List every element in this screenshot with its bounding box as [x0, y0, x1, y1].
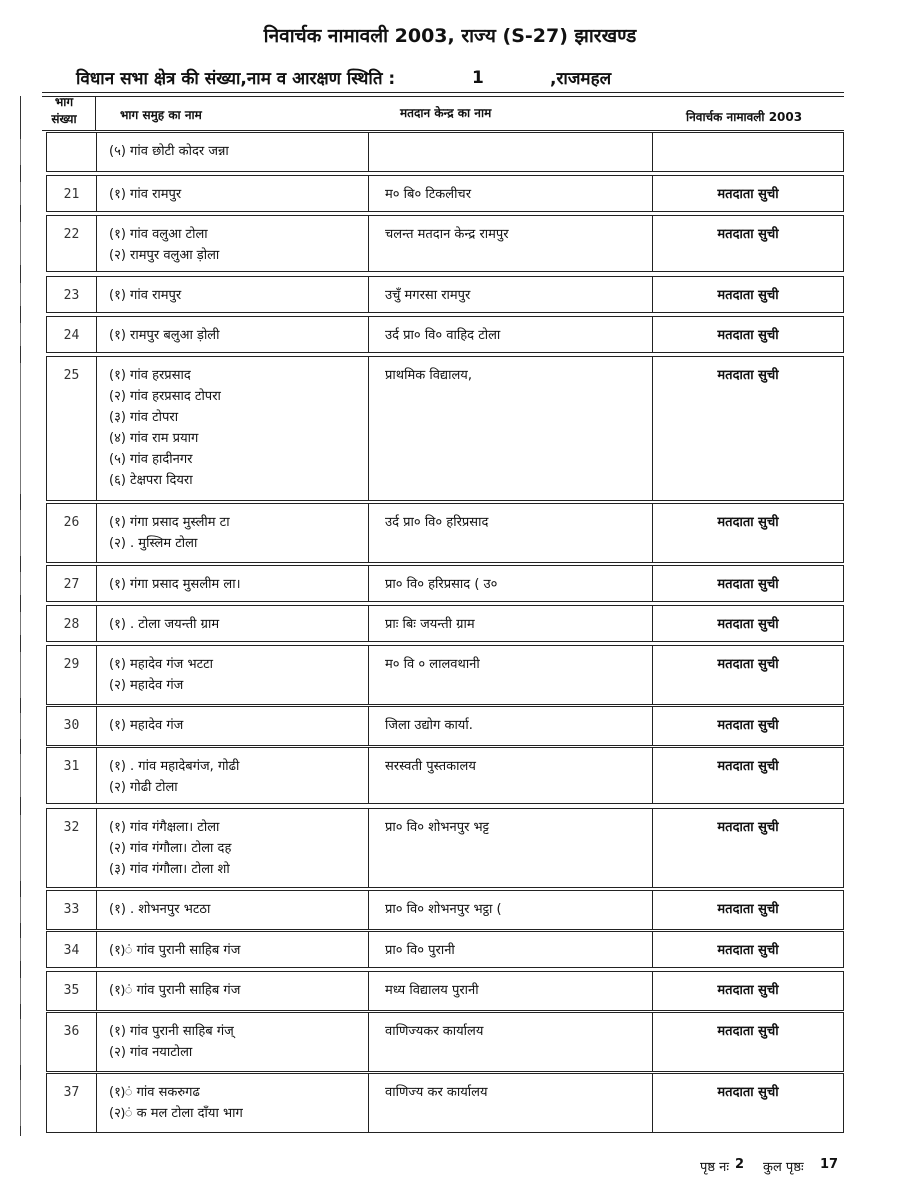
group-name: (१) गांव गंगैक्षला। टोला [109, 820, 220, 835]
page-label: पृष्ठ नः [700, 1160, 730, 1175]
part-number: 22 [46, 216, 96, 271]
polling-center: म० वि ० लालवथानी [368, 646, 652, 704]
voter-list-label: मतदाता सुची [652, 216, 844, 271]
column-header-roll: निवार्चक नामावली 2003 [686, 110, 803, 124]
group-name-cell [96, 646, 368, 704]
polling-center: सरस्वती पुस्तकालय [368, 748, 652, 803]
total-pages-label: कुल पृष्ठः [763, 1160, 804, 1175]
table-row [46, 1073, 844, 1133]
voter-list-label: मतदाता सुची [652, 646, 844, 704]
page-title: निवार्चक नामावली 2003, राज्य (S-27) झारखण्ड [263, 25, 637, 47]
polling-center: प्रा० वि० पुरानी [368, 932, 652, 967]
polling-center: प्रा० वि० हरिप्रसाद ( उ० [368, 566, 652, 601]
header-separator [95, 96, 96, 130]
group-name-cell [96, 277, 368, 312]
group-name: (१) गंगा प्रसाद मुस्लीम टा [109, 515, 230, 530]
part-number: 25 [46, 357, 96, 500]
table-row [46, 890, 844, 930]
part-number: 35 [46, 972, 96, 1010]
polling-center: वाणिज्य कर कार्यालय [368, 1074, 652, 1132]
group-name-cell [96, 891, 368, 929]
voter-list-label: मतदाता सुची [652, 176, 844, 211]
constituency-name: ,राजमहल [550, 69, 612, 89]
constituency-number: 1 [472, 68, 484, 88]
group-name: (२) गांव नयाटोला [109, 1045, 193, 1060]
polling-center: प्रा० वि० शोभनपुर भट्ट [368, 809, 652, 887]
group-name: (६) टेक्षपरा दियरा [109, 473, 193, 488]
part-number: 36 [46, 1013, 96, 1071]
polling-center [368, 133, 652, 171]
table-row [46, 1012, 844, 1072]
group-name: (२) महादेव गंज [109, 678, 184, 693]
polling-center: जिला उद्योग कार्या. [368, 707, 652, 745]
group-name: (३) गांव गंगौला। टोला शो [109, 862, 230, 877]
table-row [46, 175, 844, 212]
table-row [46, 706, 844, 746]
voter-list-label [652, 133, 844, 171]
group-name-cell [96, 932, 368, 967]
part-number: 27 [46, 566, 96, 601]
table-row [46, 132, 844, 172]
polling-center: वाणिज्यकर कार्यालय [368, 1013, 652, 1071]
group-name: (१) गांव हरप्रसाद [109, 368, 191, 383]
part-number: 37 [46, 1074, 96, 1132]
group-name-cell [96, 707, 368, 745]
group-name-cell [96, 176, 368, 211]
group-name-cell [96, 809, 368, 887]
group-name: (२) . मुस्लिम टोला [109, 536, 198, 551]
group-name: (२) गांव गंगौला। टोला दह [109, 841, 232, 856]
header-bottom-rule [42, 130, 844, 131]
group-name: (५) गांव छोटी कोदर जन्ना [109, 144, 229, 159]
group-name: (१) . गांव महादेबगंज, गोढी [109, 759, 240, 774]
group-name-cell [96, 133, 368, 171]
voter-list-label: मतदाता सुची [652, 606, 844, 641]
table-row [46, 747, 844, 804]
voter-list-label: मतदाता सुची [652, 566, 844, 601]
table-row [46, 276, 844, 313]
group-name-cell [96, 748, 368, 803]
group-name: (१) गांव वलुआ टोला [109, 227, 208, 242]
part-number: 23 [46, 277, 96, 312]
voter-list-label: मतदाता सुची [652, 748, 844, 803]
group-name: (२)ं क मल टोला दाँया भाग [109, 1106, 243, 1121]
polling-center: प्राथमिक विद्यालय, [368, 357, 652, 500]
header-top-rule [42, 92, 844, 93]
column-header-group-name: भाग समुह का नाम [120, 108, 202, 122]
voter-list-label: मतदाता सुची [652, 317, 844, 352]
voter-list-label: मतदाता सुची [652, 1074, 844, 1132]
group-name-cell [96, 357, 368, 500]
polling-center: म० बि० टिकलीचर [368, 176, 652, 211]
polling-center: उर्द प्रा० वि० वाहिद टोला [368, 317, 652, 352]
group-name: (१)ं गांव सकरुगढ [109, 1085, 200, 1100]
part-number: 21 [46, 176, 96, 211]
part-number: 30 [46, 707, 96, 745]
table-row [46, 565, 844, 602]
voter-list-label: मतदाता सुची [652, 277, 844, 312]
table-row [46, 971, 844, 1011]
column-header-part-number-line1: भाग [54, 95, 74, 109]
group-name: (२) गोढी टोला [109, 780, 178, 795]
group-name-cell [96, 317, 368, 352]
voter-list-label: मतदाता सुची [652, 707, 844, 745]
part-number: 29 [46, 646, 96, 704]
group-name-cell [96, 566, 368, 601]
polling-center: चलन्त मतदान केन्द्र रामपुर [368, 216, 652, 271]
voter-list-label: मतदाता सुची [652, 504, 844, 562]
table-row [46, 503, 844, 563]
group-name-cell [96, 606, 368, 641]
group-name: (३) गांव टोपरा [109, 410, 179, 425]
group-name-cell [96, 972, 368, 1010]
group-name: (१) . टोला जयन्ती ग्राम [109, 617, 220, 632]
polling-center: प्रा० वि० शोभनपुर भट्ठा ( [368, 891, 652, 929]
group-name: (१) गांव पुरानी साहिब गंज् [109, 1024, 234, 1039]
table-row [46, 645, 844, 705]
group-name: (५) गांव हादीनगर [109, 452, 193, 467]
group-name: (२) गांव हरप्रसाद टोपरा [109, 389, 221, 404]
polling-center: उचुँ मगरसा रामपुर [368, 277, 652, 312]
group-name: (१) गांव रामपुर [109, 187, 182, 202]
part-number [46, 133, 96, 171]
column-header-center-name: मतदान केन्द्र का नाम [400, 106, 492, 120]
table-row [46, 356, 844, 501]
group-name-cell [96, 1013, 368, 1071]
group-name: (१) महादेव गंज भटटा [109, 657, 214, 672]
part-number: 28 [46, 606, 96, 641]
group-name: (१) रामपुर बलुआ ड़ोली [109, 328, 220, 343]
polling-center: मध्य विद्यालय पुरानी [368, 972, 652, 1010]
voter-list-label: मतदाता सुची [652, 357, 844, 500]
voter-list-label: मतदाता सुची [652, 809, 844, 887]
table-row [46, 316, 844, 353]
table-row [46, 605, 844, 642]
group-name: (२) रामपुर वलुआ ड़ोला [109, 248, 220, 263]
group-name: (१) गंगा प्रसाद मुसलीम ला। [109, 577, 241, 592]
part-number: 31 [46, 748, 96, 803]
group-name: (१) गांव रामपुर [109, 288, 182, 303]
group-name-cell [96, 1074, 368, 1132]
table-row [46, 808, 844, 888]
group-name: (१) महादेव गंज [109, 718, 184, 733]
column-header-part-number [44, 94, 84, 128]
voter-list-label: मतदाता सुची [652, 891, 844, 929]
table-row [46, 215, 844, 272]
part-number: 34 [46, 932, 96, 967]
part-number: 24 [46, 317, 96, 352]
part-number: 32 [46, 809, 96, 887]
group-name-cell [96, 504, 368, 562]
group-name: (१) . शोभनपुर भटठा [109, 902, 211, 917]
voter-list-label: मतदाता सुची [652, 972, 844, 1010]
voter-list-label: मतदाता सुची [652, 1013, 844, 1071]
part-number: 33 [46, 891, 96, 929]
polling-center: उर्द प्रा० वि० हरिप्रसाद [368, 504, 652, 562]
total-pages: 17 [820, 1157, 839, 1172]
group-name: (१)ं गांव पुरानी साहिब गंज [109, 983, 241, 998]
header-top-rule-inner [42, 96, 844, 97]
voter-list-label: मतदाता सुची [652, 932, 844, 967]
constituency-label: विधान सभा क्षेत्र की संख्या,नाम व आरक्षण स्थिति : [76, 69, 396, 89]
page-number: 2 [735, 1157, 745, 1172]
column-header-part-number-line2: संख्या [51, 112, 77, 126]
polling-center: प्राः बिः जयन्ती ग्राम [368, 606, 652, 641]
table-row [46, 931, 844, 968]
part-number: 26 [46, 504, 96, 562]
group-name: (४) गांव राम प्रयाग [109, 431, 199, 446]
group-name: (१)ं गांव पुरानी साहिब गंज [109, 943, 241, 958]
group-name-cell [96, 216, 368, 271]
